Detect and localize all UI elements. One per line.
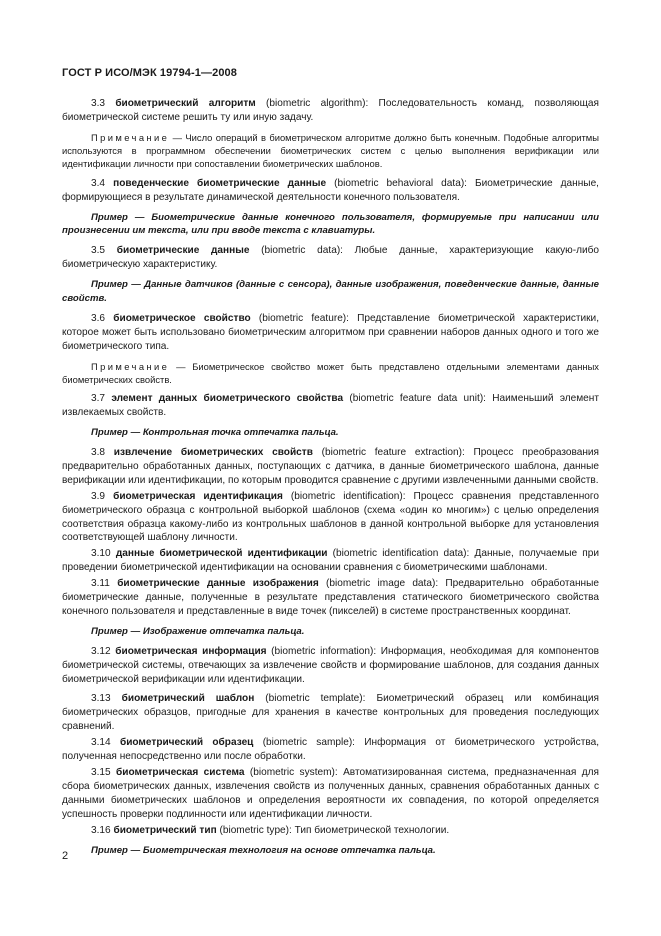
def-text: (biometric behavioral data): Биометрические данные, формирующиеся в результате динамической деятельности конечного пользователя. (62, 177, 599, 203)
definition-3-10 (62, 547, 599, 575)
def-text: (biometric identification data): Данные, получаемые при проведении биометрической идентификации на основании сравнения с биометрическими шаблонами. (62, 548, 599, 574)
note-text: — Биометрическое свойство может быть представлено отдельными элементами данных биометрических свойств. (62, 360, 599, 385)
definition-3-5 (62, 244, 599, 272)
def-num: 3.6 (91, 312, 106, 324)
def-term: биометрические данные (116, 245, 250, 257)
definition-3-14 (62, 736, 599, 764)
definition-3-6 (62, 312, 599, 354)
example: Пример — Контрольная точка отпечатка пальца. (91, 427, 339, 439)
def-term: извлечение биометрических свойств (113, 446, 313, 458)
note-text: — Число операций в биометрическом алгоритме должно быть конечным. Подобные алгоритмы используются в программном обеспечении биометрических систем с целью выполнения верификации или идентификации личности при сопоставлении биометрических шаблонов. (62, 131, 599, 170)
note (62, 131, 599, 171)
def-term: биометрический образец (119, 737, 254, 749)
def-text: (biometric feature data unit): Наименьший элемент извлекаемых свойств. (62, 393, 599, 419)
def-text: (biometric identification): Процесс сравнения представленного биометрического образца с контрольной выборкой шаблонов (схема «один ко многим») с целью определения соответствия образца какому-либо из контрольных шаблонов в данной контрольной выборке для установления соответствующей шаблону личности. (62, 490, 599, 544)
example: Пример — Данные датчиков (данные с сенсора), данные изображения, поведенческие данные, данные свойств. (62, 279, 599, 305)
def-num: 3.4 (91, 177, 106, 189)
definition-3-8 (62, 446, 599, 488)
example: Пример — Биометрическая технология на основе отпечатка пальца. (91, 844, 436, 856)
note (62, 360, 599, 387)
definition-3-16 (62, 824, 599, 838)
example: Пример — Биометрические данные конечного пользователя, формируемые при написании или произнесении им текста, или при вводе текста с клавиатуры. (62, 211, 599, 237)
def-term: биометрическая система (116, 767, 245, 779)
def-num: 3.13 (91, 693, 111, 705)
document-body (62, 97, 599, 863)
def-text: (biometric image data): Предварительно обработанные биометрические данные, полученные в результате представления статического биометрического свойства конечного пользователя и представленные в виде точек (пикселей) в системе пространственных координат. (62, 578, 599, 617)
def-text: (biometric feature extraction): Процесс преобразования предварительно обработанных данных, поступающих с датчика, в данные биометрического шаблона, данные верификации или идентификации, по которым проводится сравнение с другими извлеченными данными свойств. (62, 446, 599, 486)
def-num: 3.14 (91, 737, 111, 749)
def-num: 3.11 (91, 578, 110, 590)
def-term: данные биометрической идентификации (115, 548, 328, 560)
definition-3-13 (62, 692, 599, 734)
def-text: (biometric template): Биометрический образец или комбинация биометрических образцов, пригодные для хранения в качестве контрольных для проведения последующих сравнений. (62, 693, 599, 733)
definition-3-4 (62, 177, 599, 205)
note-label: Примечание (91, 131, 170, 143)
def-num: 3.9 (91, 490, 106, 502)
def-text: (biometric information): Информация, необходимая для компонентов биометрической системы, отвечающих за извлечение свойств и формирование шаблонов, для создания данных биометрической верификации или идентификации. (62, 645, 599, 685)
def-term: биометрический тип (113, 824, 217, 836)
definition-3-3 (62, 97, 599, 125)
def-text: (biometric feature): Представление биометрической характеристики, которое может быть использовано биометрическим алгоритмом при сравнении наборов данных одного и того же биометрического типа. (62, 312, 600, 352)
def-text: (biometric algorithm): Последовательность команд, позволяющая биометрической системе решить ту или иную задачу. (62, 98, 599, 123)
def-num: 3.16 (91, 824, 111, 836)
def-term: биометрическая информация (115, 645, 267, 657)
def-term: элемент данных биометрического свойства (111, 393, 344, 405)
def-num: 3.8 (91, 446, 106, 458)
note-label: Примечание (91, 360, 170, 372)
definition-3-12 (62, 645, 599, 687)
def-text: (biometric data): Любые данные, характеризующие какую-либо биометрическую характеристику. (62, 245, 599, 271)
def-term: биометрические данные изображения (117, 578, 319, 590)
definition-3-7 (62, 392, 599, 420)
def-text: (biometric sample): Информация от биометрического устройства, полученная непосредственно или после обработки. (62, 737, 599, 763)
def-num: 3.10 (91, 548, 111, 560)
definition-3-9 (62, 490, 599, 546)
def-text: (biometric system): Автоматизированная система, предназначенная для сбора биометрических данных, извлечения свойств из полученных данных, сравнения обработанных данных с данными биометрических шаблонов и определения вероятности их совпадения, по которой определяется успешность проверки подлинности или идентификации личности. (62, 767, 599, 820)
definition-3-11 (62, 577, 599, 619)
def-num: 3.7 (91, 393, 106, 405)
def-term: биометрическое свойство (113, 312, 251, 324)
document-header: ГОСТ Р ИСО/МЭК 19794-1—2008 (62, 67, 237, 79)
def-num: 3.15 (91, 767, 111, 779)
definition-3-15 (62, 766, 599, 822)
def-term: биометрический алгоритм (115, 98, 256, 109)
def-num: 3.5 (91, 245, 106, 257)
def-text: (biometric type): Тип биометрической технологии. (216, 824, 450, 836)
def-num: 3.12 (91, 645, 111, 657)
page-number: 2 (62, 850, 69, 862)
example: Пример — Изображение отпечатка пальца. (91, 625, 305, 637)
def-term: биометрическая идентификация (113, 490, 283, 502)
def-term: поведенческие биометрические данные (113, 177, 327, 189)
def-num: 3.3 (91, 98, 106, 109)
def-term: биометрический шаблон (121, 693, 255, 705)
